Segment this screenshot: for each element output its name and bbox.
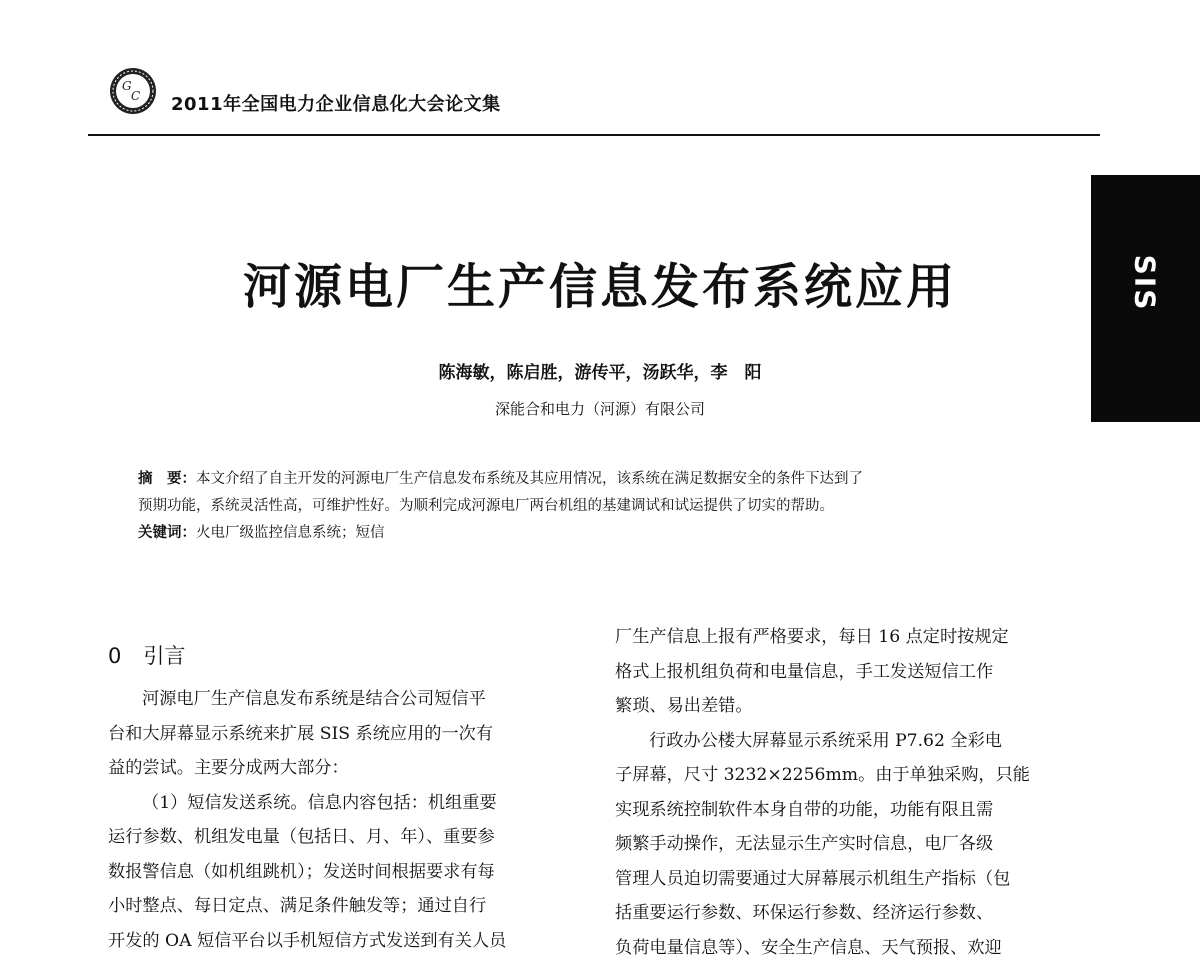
- running-header: [88, 62, 1100, 138]
- body-line: 小时整点、每日定点、满足条件触发等；通过自行: [108, 889, 578, 924]
- section-title: 引言: [143, 644, 185, 668]
- keywords-text: 火电厂级监控信息系统；短信: [196, 525, 385, 541]
- abstract-text-1: 本文介绍了自主开发的河源电厂生产信息发布系统及其应用情况，该系统在满足数据安全的条件下达到了: [196, 471, 863, 487]
- body-line: 管理人员迫切需要通过大屏幕展示机组生产指标（包: [615, 862, 1085, 897]
- body-line: 益的尝试。主要分成两大部分：: [108, 751, 578, 786]
- side-tab-label: SIS: [1129, 255, 1162, 312]
- body-line: 繁琐、易出差错。: [615, 689, 1085, 724]
- body-line: 子屏幕，尺寸 3232×2256mm。由于单独采购，只能: [615, 758, 1085, 793]
- paper-title: 河源电厂生产信息发布系统应用: [0, 248, 1200, 317]
- left-column: [108, 682, 578, 958]
- paper-authors: 陈海敏，陈启胜，游传平，汤跃华，李 阳: [0, 358, 1200, 383]
- svg-text:G: G: [122, 79, 132, 93]
- body-line: 台和大屏幕显示系统来扩展 SIS 系统应用的一次有: [108, 717, 578, 752]
- body-line: 实现系统控制软件本身自带的功能，功能有限且需: [615, 793, 1085, 828]
- abstract-label: 摘 要：: [138, 471, 196, 487]
- paper-affiliation: 深能合和电力（河源）有限公司: [0, 398, 1200, 419]
- body-line: 频繁手动操作，无法显示生产实时信息，电厂各级: [615, 827, 1085, 862]
- journal-title: 2011年全国电力企业信息化大会论文集: [171, 90, 501, 116]
- conference-logo-icon: [108, 66, 158, 116]
- section-heading: [108, 640, 185, 670]
- keywords-label: 关键词：: [138, 525, 196, 541]
- body-line: 数报警信息（如机组跳机）；发送时间根据要求有每: [108, 855, 578, 890]
- body-line: 运行参数、机组发电量（包括日、月、年）、重要参: [108, 820, 578, 855]
- abstract-text-2: 预期功能，系统灵活性高，可维护性好。为顺利完成河源电厂两台机组的基建调试和试运提供了切实的帮助。: [138, 493, 1098, 520]
- body-line: 负荷电量信息等）、安全生产信息、天气预报、欢迎: [615, 931, 1085, 965]
- svg-text:C: C: [131, 89, 140, 103]
- body-line: （1）短信发送系统。信息内容包括：机组重要: [108, 786, 578, 821]
- header-divider: [88, 134, 1100, 136]
- body-line: 括重要运行参数、环保运行参数、经济运行参数、: [615, 896, 1085, 931]
- body-line: 河源电厂生产信息发布系统是结合公司短信平: [108, 682, 578, 717]
- keywords: [138, 520, 1098, 547]
- body-line: 行政办公楼大屏幕显示系统采用 P7.62 全彩电: [615, 724, 1085, 759]
- section-number: 0: [108, 644, 121, 668]
- abstract-line-1: [138, 466, 1098, 493]
- abstract: [138, 466, 1098, 520]
- body-line: 格式上报机组负荷和电量信息，手工发送短信工作: [615, 655, 1085, 690]
- body-line: 厂生产信息上报有严格要求，每日 16 点定时按规定: [615, 620, 1085, 655]
- body-line: 开发的 OA 短信平台以手机短信方式发送到有关人员: [108, 924, 578, 959]
- right-column: [615, 620, 1085, 965]
